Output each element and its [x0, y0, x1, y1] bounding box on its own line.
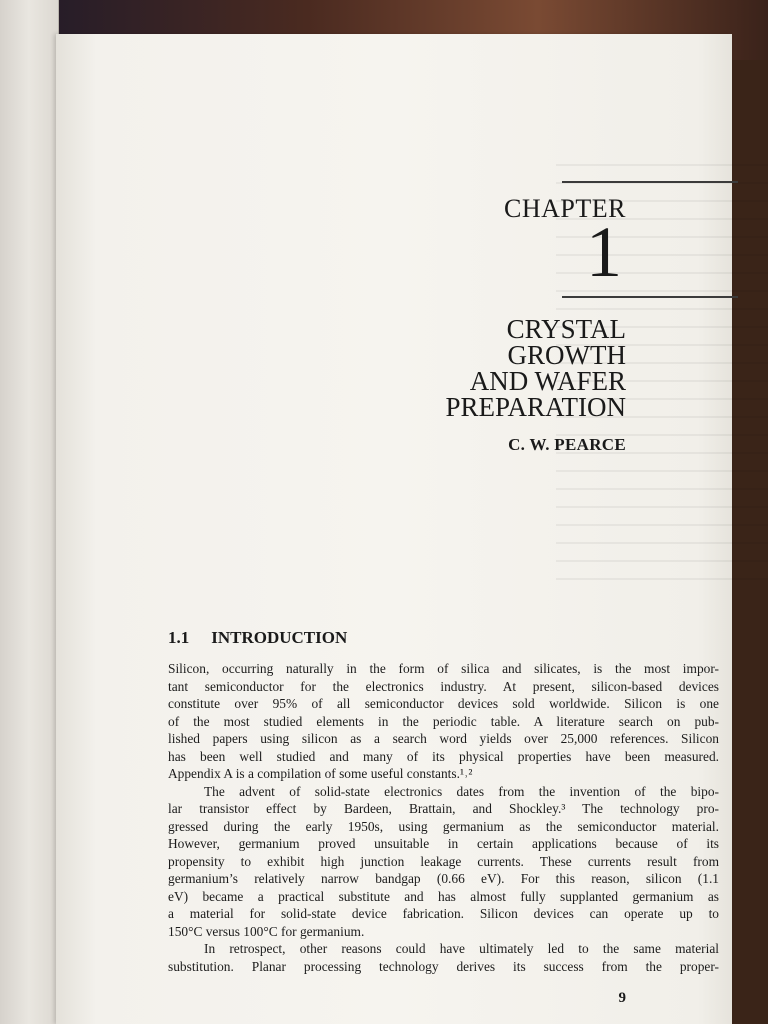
chapter-rule-bottom: [562, 296, 738, 298]
chapter-rule-top: [562, 181, 738, 183]
chapter-title-line: CRYSTAL: [506, 314, 626, 344]
text-line: gressed during the early 1950s, using germanium as the semiconductor material.: [168, 818, 719, 834]
body-text: [168, 660, 719, 975]
text-line: In retrospect, other reasons could have ultimately led to the same material: [204, 941, 719, 956]
text-line: lished papers using silicon as a search word yields over 25,000 references. Silicon: [168, 731, 719, 746]
text-line: germanium’s relatively narrow bandgap (0.66 eV). For this reason, silicon (1.1: [168, 871, 719, 886]
text-line: Silicon, occurring naturally in the form of silica and silicates, is the most impor-: [168, 661, 719, 676]
chapter-number: 1: [586, 212, 622, 292]
text-line: The advent of solid-state electronics dates from the invention of the bipo-: [204, 783, 719, 799]
text-line: tant semiconductor for the electronics industry. At present, silicon-based devices: [168, 678, 719, 694]
section-heading: [168, 628, 347, 648]
text-line: a material for solid-state device fabrication. Silicon devices can operate up to: [168, 906, 719, 921]
text-line: propensity to exhibit high junction leakage currents. These currents result from: [168, 853, 719, 869]
text-line: has been well studied and many of its physical properties have been measured.: [168, 748, 719, 764]
chapter-title: [445, 316, 626, 420]
chapter-title-line: AND WAFER: [469, 366, 626, 396]
chapter-title-line: GROWTH: [507, 340, 626, 370]
chapter-title-line: PREPARATION: [445, 392, 626, 422]
page-number: 9: [618, 990, 626, 1006]
paragraph: [168, 783, 719, 941]
paragraph: [168, 660, 719, 783]
chapter-author: C. W. PEARCE: [508, 435, 626, 454]
text-line: 150°C versus 100°C for germanium.: [168, 923, 365, 939]
text-line: Appendix A is a compilation of some useful constants.¹˒²: [168, 766, 473, 781]
section-number: 1.1: [168, 628, 190, 647]
text-line: However, germanium proved unsuitable in certain applications because of its: [168, 836, 719, 851]
text-line: eV) became a practical substitute and has almost fully supplanted germanium as: [168, 888, 719, 904]
section-title: INTRODUCTION: [211, 628, 348, 647]
chapter-label: CHAPTER: [504, 194, 626, 223]
paragraph: [168, 940, 719, 975]
text-line: constitute over 95% of all semiconductor devices sold worldwide. Silicon is one: [168, 696, 719, 711]
facing-page-edge: [0, 0, 59, 1024]
text-line: of the most studied elements in the periodic table. A literature search on pub-: [168, 713, 719, 729]
text-line: substitution. Planar processing technology derives its success from the proper-: [168, 958, 719, 974]
book-page: [56, 34, 732, 1024]
text-line: lar transistor effect by Bardeen, Brattain, and Shockley.³ The technology pro-: [168, 801, 719, 816]
